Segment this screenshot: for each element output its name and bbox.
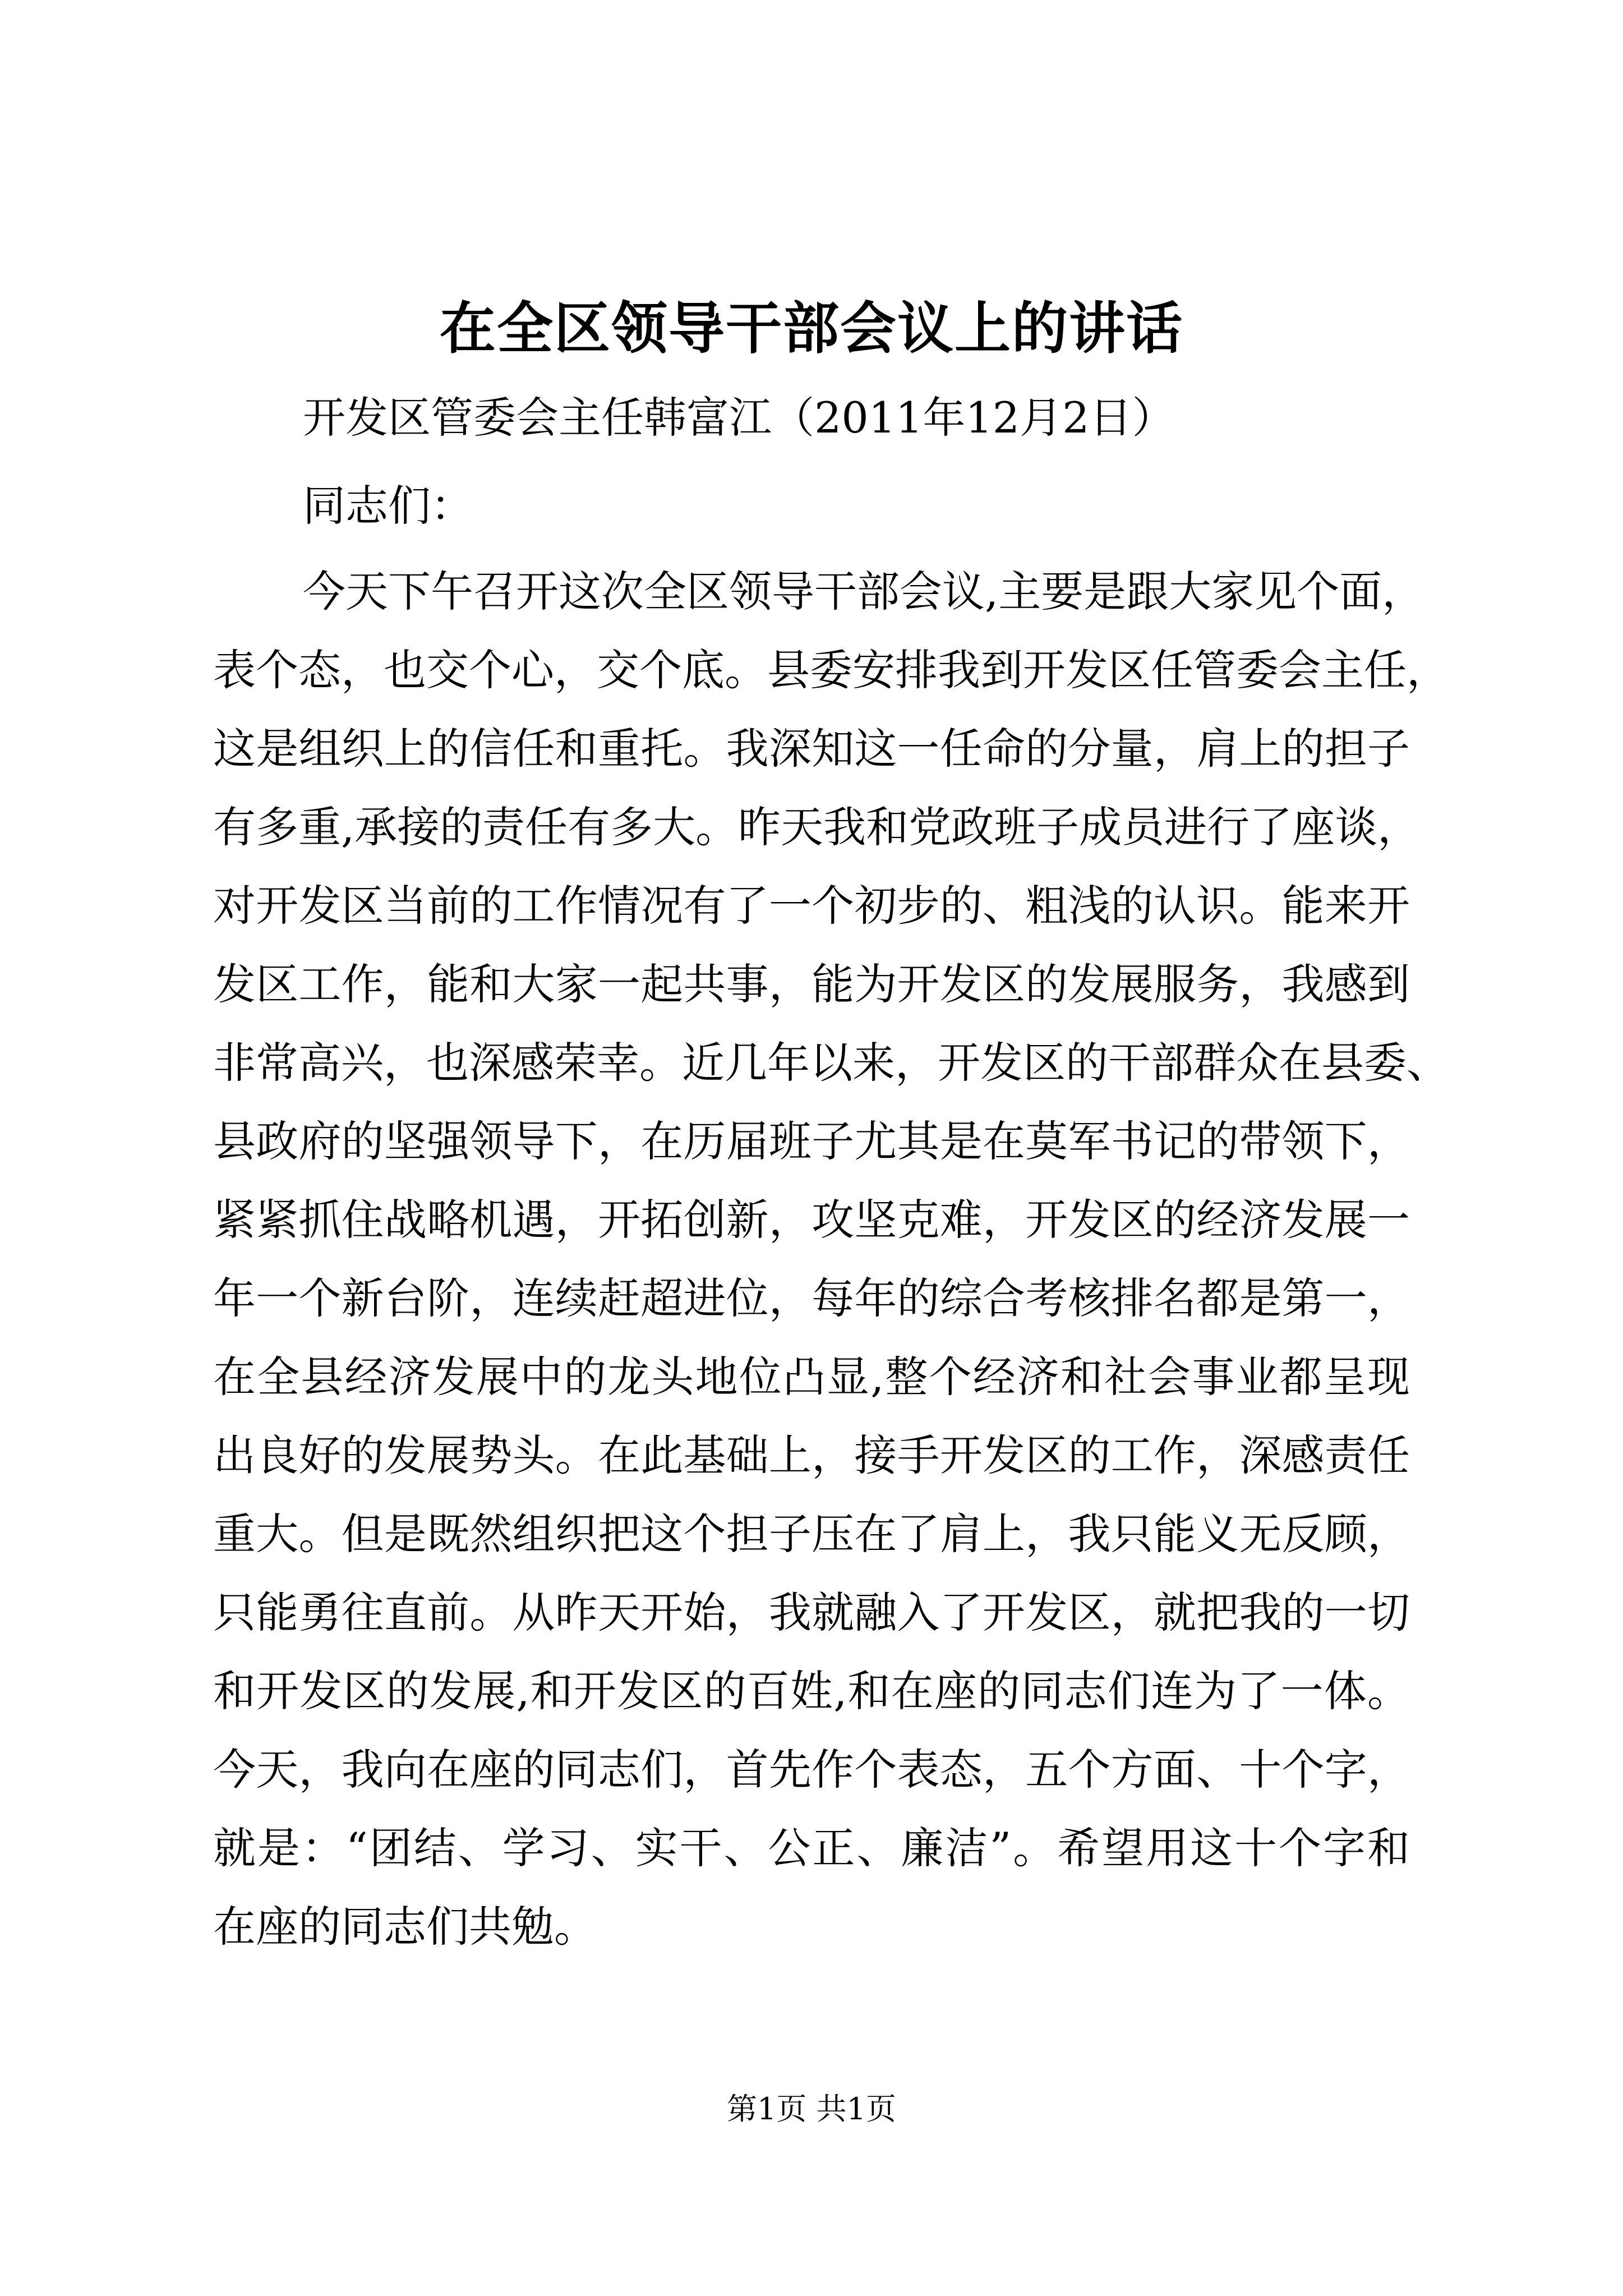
body-line: 和开发区的发展,和开发区的百姓,和在座的同志们连为了一体。 [213,1666,1410,1716]
body-line: 今天，我向在座的同志们，首先作个表态，五个方面、十个字， [213,1745,1410,1795]
body-line: 出良好的发展势头。在此基础上，接手开发区的工作，深感责任 [213,1430,1410,1480]
body-line: 这是组织上的信任和重托。我深知这一任命的分量，肩上的担子 [213,724,1410,774]
document-title: 在全区领导干部会议上的讲话 [440,295,1183,361]
body-line: 对开发区当前的工作情况有了一个初步的、粗浅的认识。能来开 [213,881,1410,931]
body-line: 今天下午召开这次全区领导干部会议,主要是跟大家见个面， [303,567,1425,616]
body-line: 发区工作，能和大家一起共事，能为开发区的发展服务，我感到 [213,959,1410,1009]
body-line: 县政府的坚强领导下，在历届班子尤其是在莫军书记的带领下， [213,1116,1410,1166]
body-line: 紧紧抓住战略机遇，开拓创新，攻坚克难，开发区的经济发展一 [213,1195,1410,1245]
body-line: 表个态，也交个心，交个底。县委安排我到开发区任管委会主任， [213,645,1449,695]
body-line: 就是：“团结、学习、实干、公正、廉洁”。希望用这十个字和 [213,1823,1410,1873]
body-line: 只能勇往直前。从昨天开始，我就融入了开发区，就把我的一切 [213,1588,1410,1637]
document-body [213,553,1449,1966]
body-line: 重大。但是既然组织把这个担子压在了肩上，我只能义无反顾， [213,1509,1410,1559]
body-line: 在座的同志们共勉。 [213,1902,597,1952]
body-line: 年一个新台阶，连续赶超进位，每年的综合考核排名都是第一， [213,1273,1410,1323]
document-byline: 开发区管委会主任韩富江（2011年12月2日） [303,393,1175,443]
body-line: 在全县经济发展中的龙头地位凸显,整个经济和社会事业都呈现 [213,1352,1410,1402]
body-line: 非常高兴，也深感荣幸。近几年以来，开发区的干部群众在县委、 [213,1038,1449,1088]
page-number-footer: 第1页 共1页 [727,2091,896,2127]
document-salutation: 同志们： [303,481,473,531]
body-line: 有多重,承接的责任有多大。昨天我和党政班子成员进行了座谈， [213,802,1421,852]
